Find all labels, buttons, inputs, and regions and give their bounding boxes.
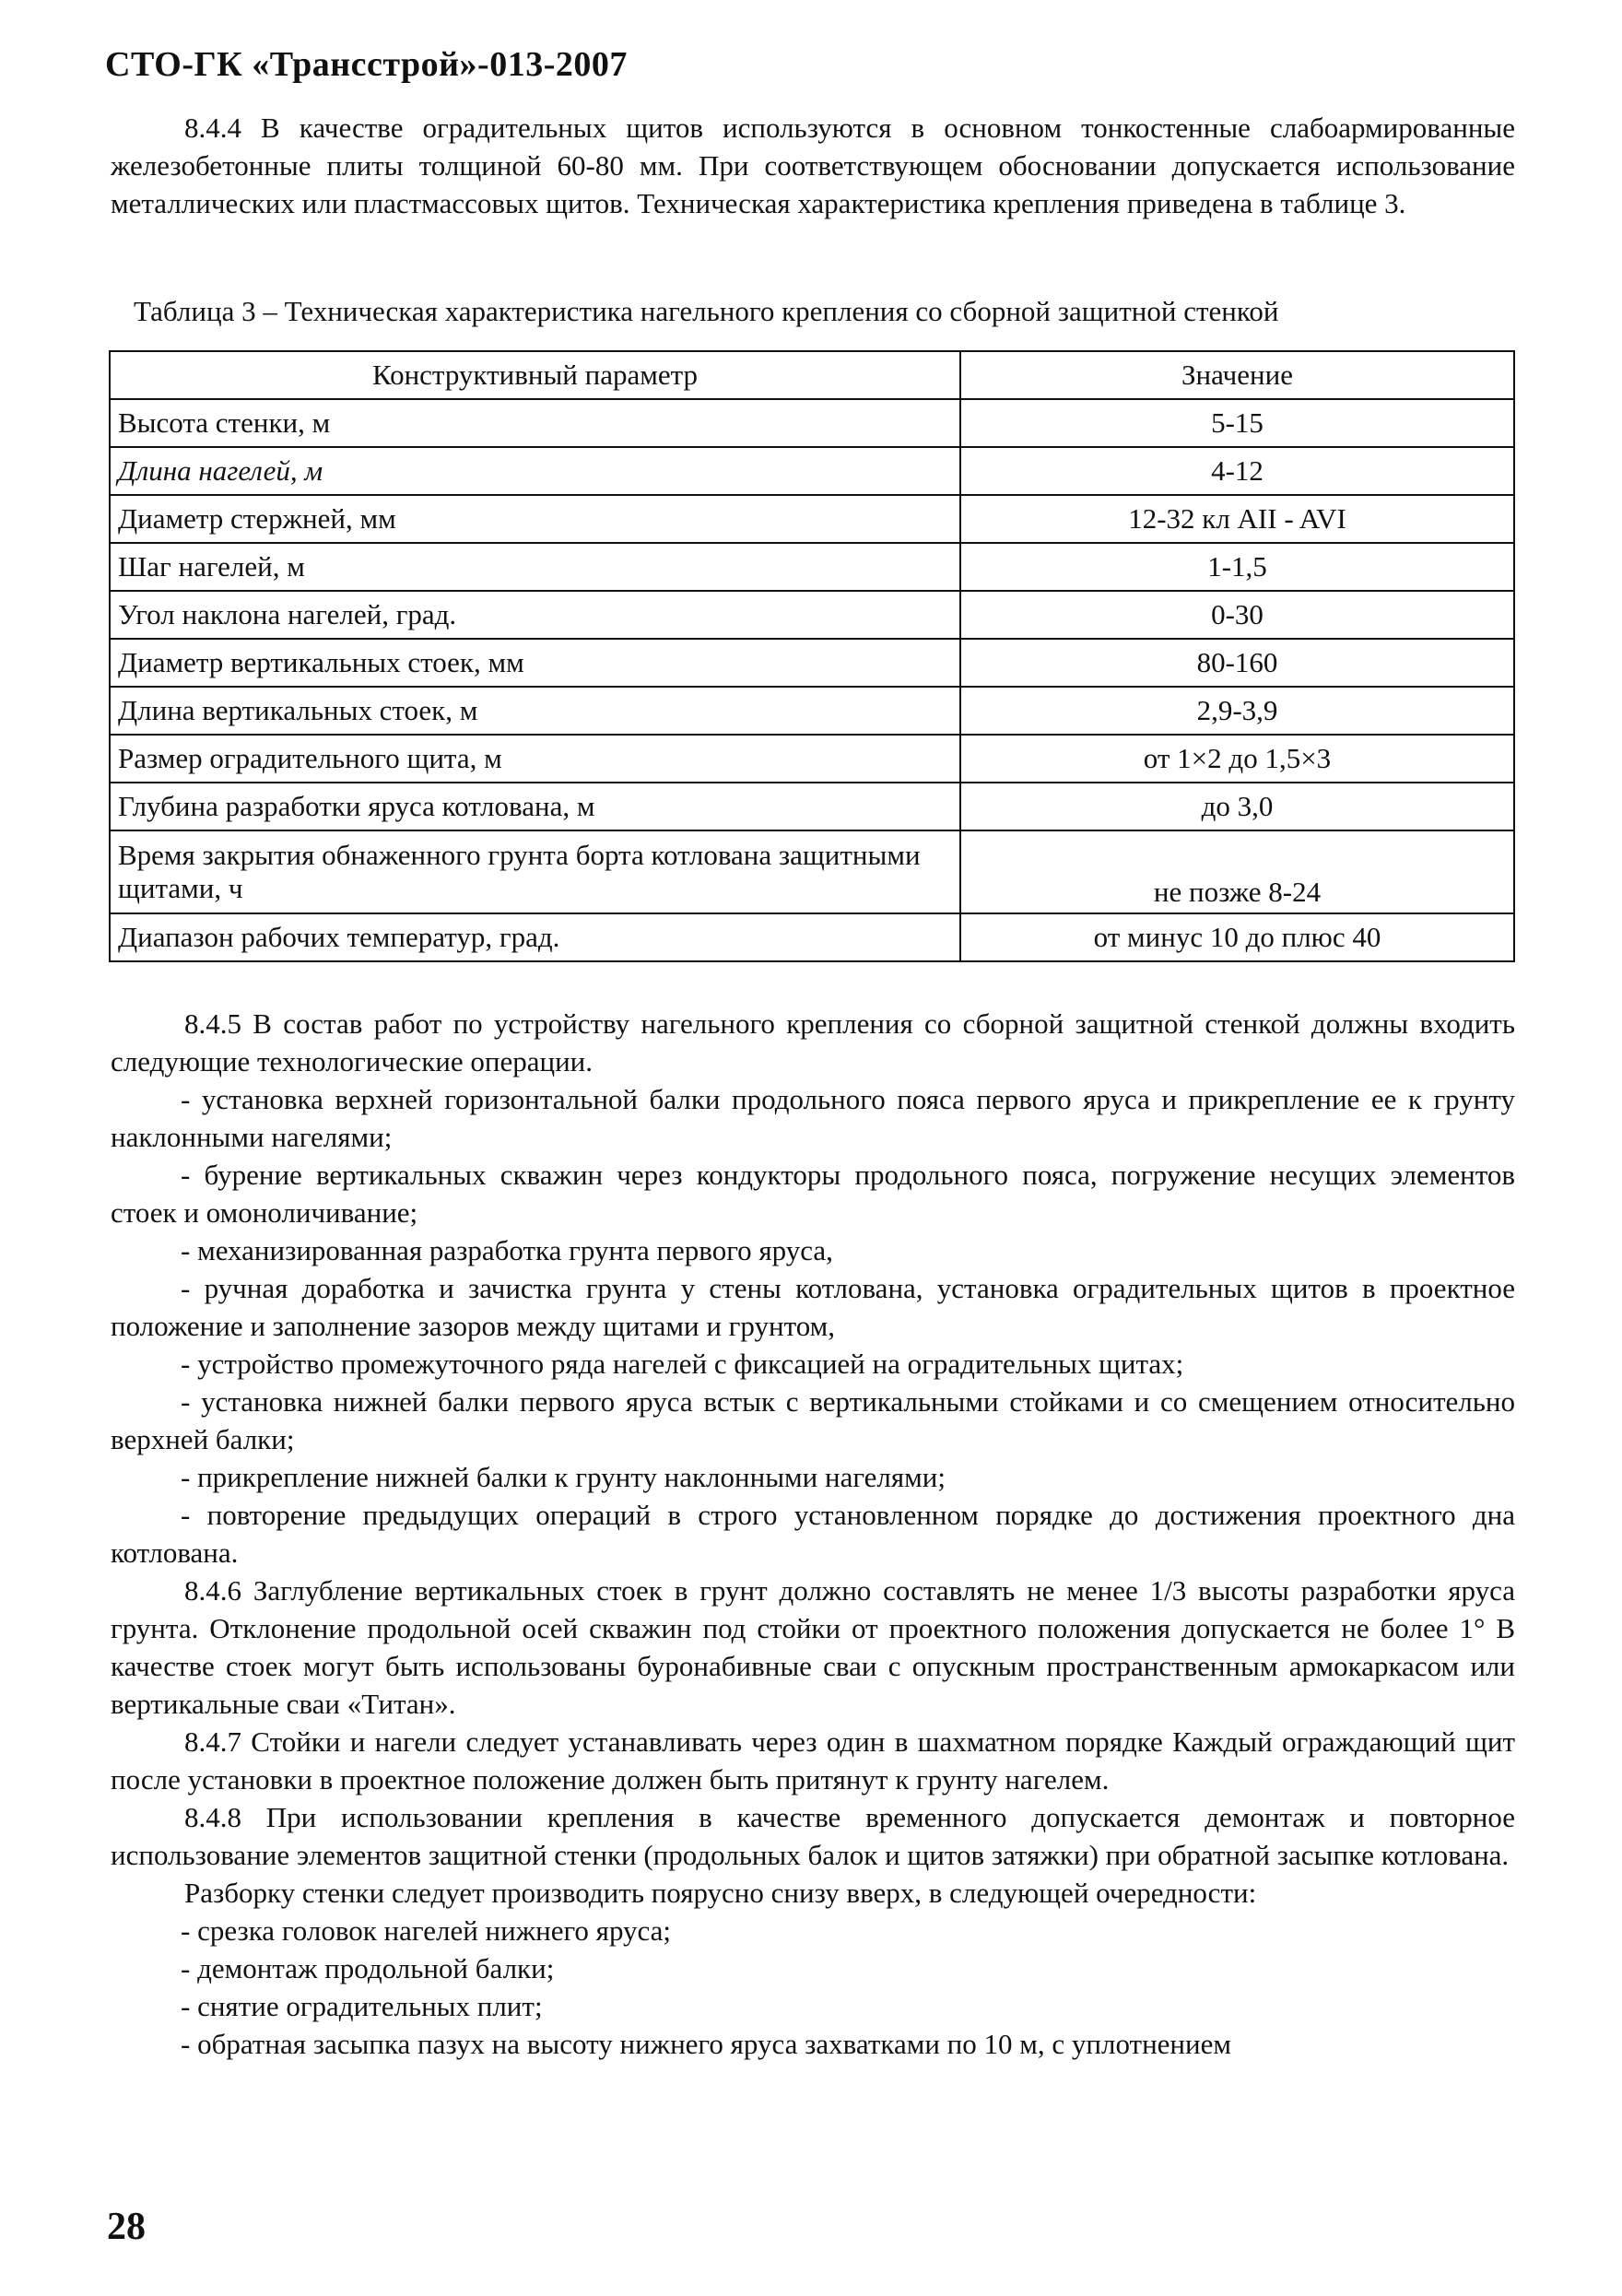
table-cell-parameter: Глубина разработки яруса котлована, м: [110, 783, 960, 830]
document-header: СТО-ГК «Трансстрой»-013-2007: [105, 45, 628, 84]
paragraph-8-4-7: 8.4.7 Стойки и нагели следует устанавливать через один в шахматном порядке Каждый ограждающий щит после установки в проектное положение должен быть притянут к грунту нагелем.: [111, 1725, 1515, 1796]
list-item: - ручная доработка и зачистка грунта у стены котлована, установка оградительных щитов в проектное положение и заполнение зазоров между щитами и грунтом,: [111, 1272, 1515, 1342]
table-cell-parameter: Угол наклона нагелей, град.: [110, 591, 960, 639]
page-number: 28: [107, 2206, 146, 2248]
table-row: [110, 913, 1514, 961]
table-row: [110, 687, 1514, 735]
list-item: - механизированная разработка грунта первого яруса,: [181, 1234, 833, 1266]
table-cell-value: до 3,0: [960, 783, 1514, 830]
paragraph-8-4-6: 8.4.6 Заглубление вертикальных стоек в грунт должно составлять не менее 1/3 высоты разработки яруса грунта. Отклонение продольной осей скважин под стойки от проектного положения допускается не более 1° В качестве стоек могут быть использованы буронабивные сваи с опускным пространственным армокаркасом или вертикальные сваи «Титан».: [111, 1574, 1515, 1720]
paragraph-text: 8.4.4 В качестве оградительных щитов используются в основном тонкостенные слабоармированные железобетонные плиты толщиной 60-80 мм. При соответствующем обосновании допускается использование металлических или пластмассовых щитов. Техническая характеристика крепления приведена в таблице 3.: [111, 112, 1515, 219]
table-cell-parameter: Диаметр стержней, мм: [110, 495, 960, 543]
table-cell-parameter: Шаг нагелей, м: [110, 543, 960, 591]
list-item: - снятие оградительных плит;: [181, 1990, 543, 2022]
table-row: [110, 639, 1514, 687]
list-item: - срезка головок нагелей нижнего яруса;: [181, 1914, 672, 1947]
table-cell-parameter: Размер оградительного щита, м: [110, 735, 960, 783]
paragraph-disassembly: Разборку стенки следует производить поярусно снизу вверх, в следующей очередности:: [184, 1877, 1257, 1909]
section-8-4-5: [111, 1005, 1515, 2063]
table-cell-value: 4-12: [960, 447, 1514, 495]
table-row: [110, 783, 1514, 830]
paragraph-8-4-5: 8.4.5 В состав работ по устройству нагельного крепления со сборной защитной стенкой должны входить следующие технологические операции.: [111, 1007, 1515, 1077]
table-cell-parameter: Длина нагелей, м: [110, 447, 960, 495]
column-header-parameter: Конструктивный параметр: [110, 351, 960, 399]
table-row: [110, 830, 1514, 913]
table-caption: Таблица 3 – Техническая характеристика нагельного крепления со сборной защитной стенкой: [134, 295, 1279, 327]
table-row: [110, 591, 1514, 639]
table-cell-value: 12-32 кл AII - AVI: [960, 495, 1514, 543]
specification-table: [109, 350, 1515, 962]
list-item: - бурение вертикальных скважин через кондукторы продольного пояса, погружение несущих элементов стоек и омоноличивание;: [111, 1159, 1515, 1229]
table-cell-value: от минус 10 до плюс 40: [960, 913, 1514, 961]
list-item: - устройство промежуточного ряда нагелей с фиксацией на оградительных щитах;: [181, 1348, 1184, 1380]
table-cell-value: 1-1,5: [960, 543, 1514, 591]
paragraph-8-4-4: [111, 109, 1515, 222]
table-cell-parameter: Высота стенки, м: [110, 399, 960, 447]
table-cell-value: 0-30: [960, 591, 1514, 639]
table-cell-parameter: Диапазон рабочих температур, град.: [110, 913, 960, 961]
list-item: - прикрепление нижней балки к грунту наклонными нагелями;: [181, 1461, 946, 1493]
list-item: - демонтаж продольной балки;: [181, 1952, 555, 1984]
column-header-value: Значение: [960, 351, 1514, 399]
table-cell-value: 2,9-3,9: [960, 687, 1514, 735]
table-cell-parameter: Диаметр вертикальных стоек, мм: [110, 639, 960, 687]
list-item: - повторение предыдущих операций в строго установленном порядке до достижения проектного дна котлована.: [111, 1499, 1515, 1569]
table-cell-value: 5-15: [960, 399, 1514, 447]
table-row: [110, 735, 1514, 783]
table-row: [110, 495, 1514, 543]
list-item: - установка верхней горизонтальной балки продольного пояса первого яруса и прикрепление ее к грунту наклонными нагелями;: [111, 1083, 1515, 1153]
table-row: [110, 399, 1514, 447]
table-row: [110, 543, 1514, 591]
table-cell-value: от 1×2 до 1,5×3: [960, 735, 1514, 783]
table-cell-value: не позже 8-24: [960, 830, 1514, 913]
paragraph-8-4-8: 8.4.8 При использовании крепления в качестве временного допускается демонтаж и повторное использование элементов защитной стенки (продольных балок и щитов затяжки) при обратной засыпке котлована.: [111, 1801, 1515, 1871]
table-cell-parameter: Длина вертикальных стоек, м: [110, 687, 960, 735]
list-item: - установка нижней балки первого яруса встык с вертикальными стойками и со смещением относительно верхней балки;: [111, 1385, 1515, 1455]
table-cell-value: 80-160: [960, 639, 1514, 687]
table-cell-parameter: Время закрытия обнаженного грунта борта котлована защитными щитами, ч: [110, 830, 960, 913]
table-header-row: [110, 351, 1514, 399]
list-item: - обратная засыпка пазух на высоту нижнего яруса захватками по 10 м, с уплотнением: [181, 2028, 1231, 2060]
table-row: [110, 447, 1514, 495]
